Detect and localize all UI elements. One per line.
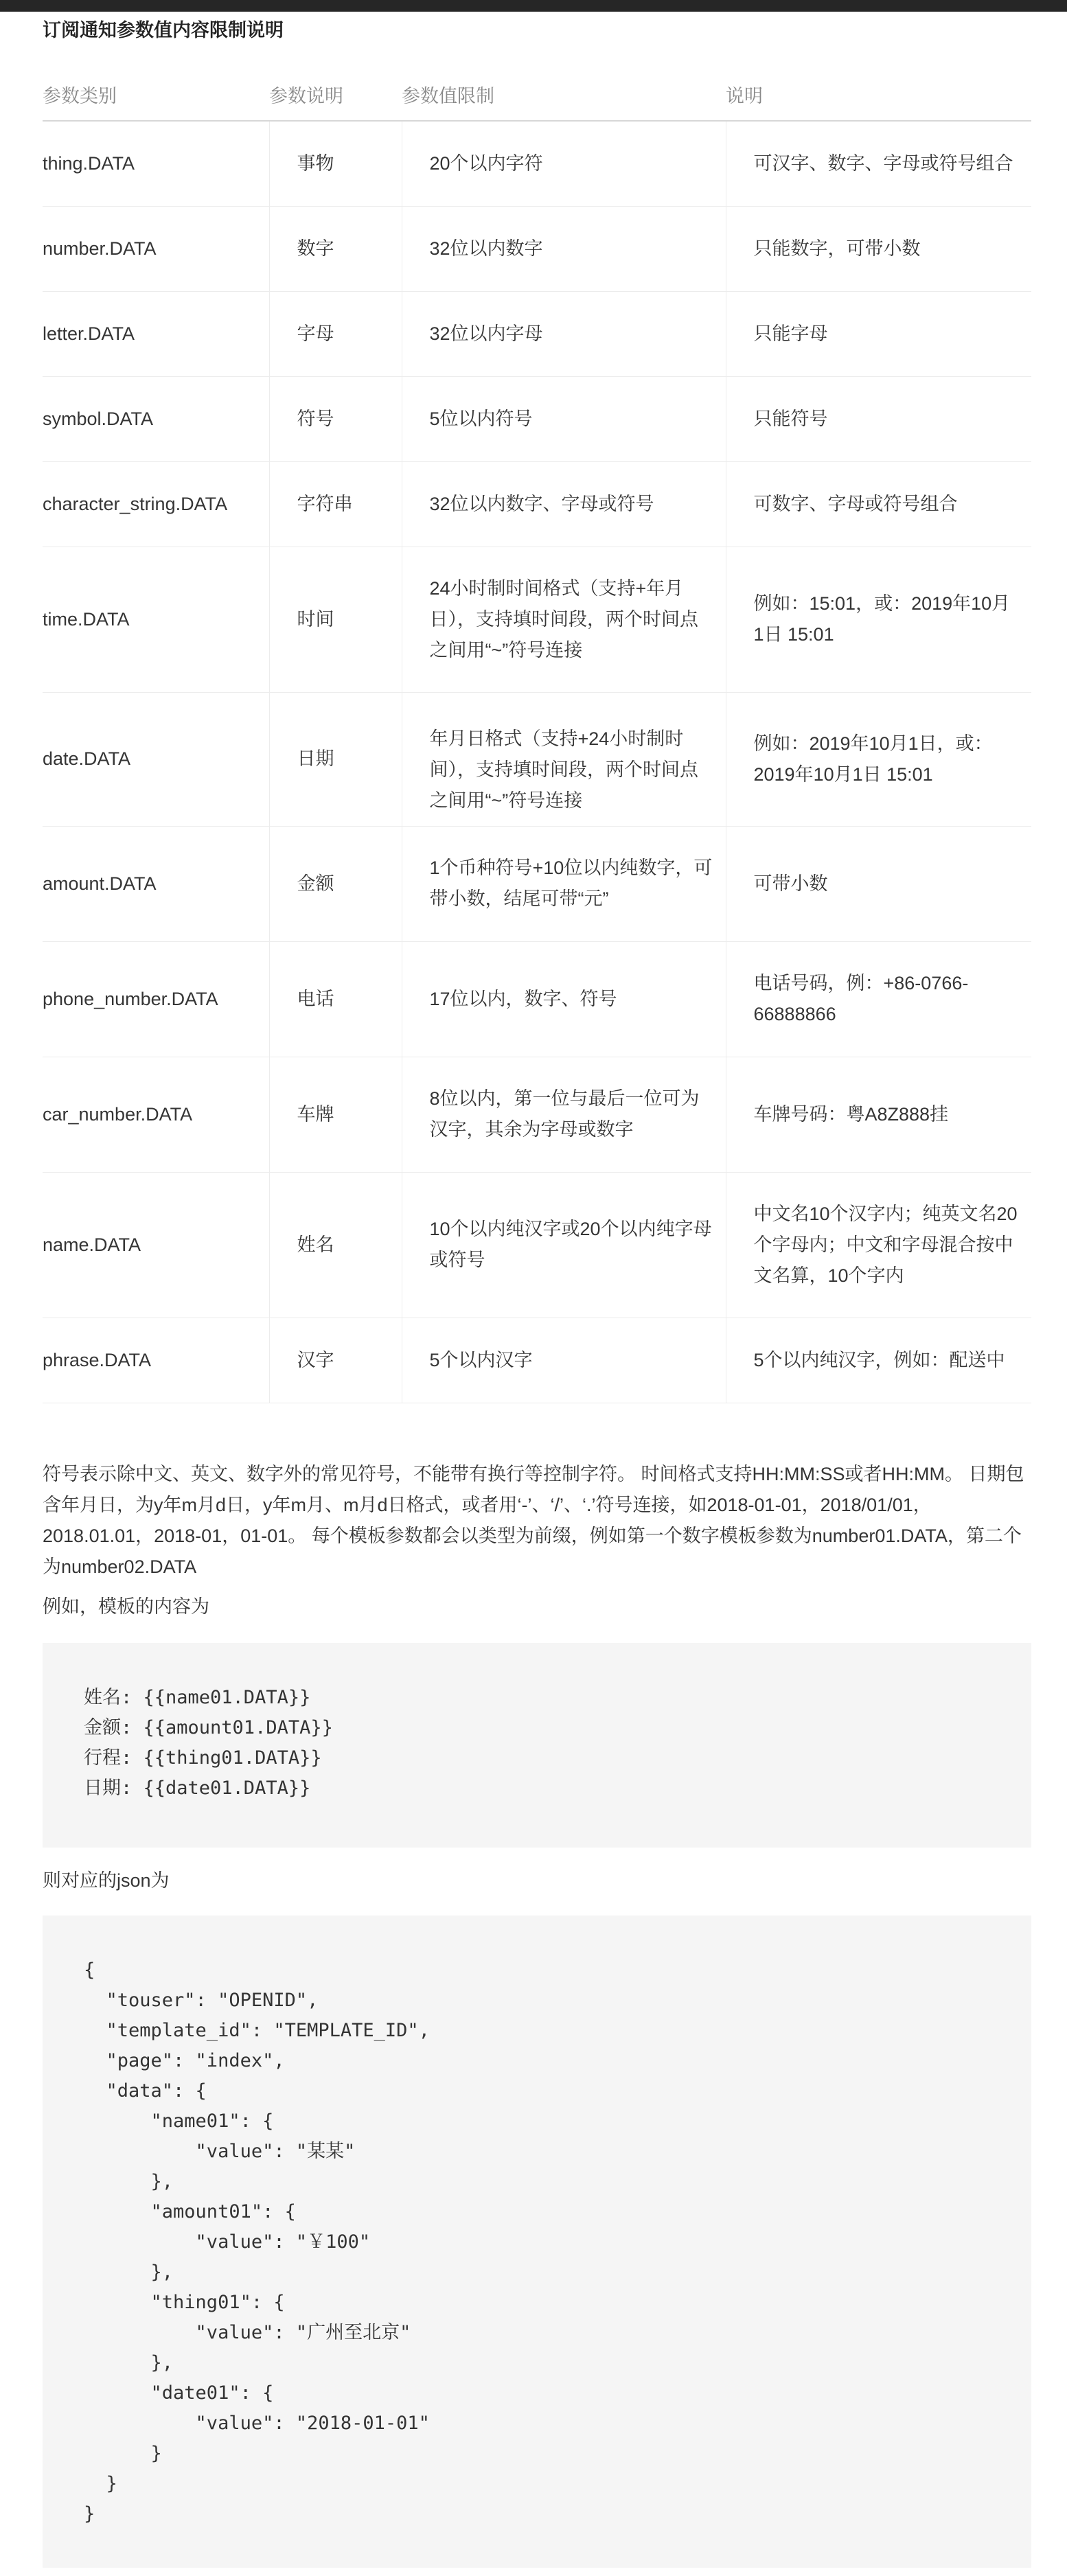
cell-limit: 17位以内，数字、符号 xyxy=(402,941,726,1057)
cell-desc: 事物 xyxy=(269,121,402,206)
cell-type: character_string.DATA xyxy=(43,461,269,547)
cell-limit: 32位以内数字、字母或符号 xyxy=(402,461,726,547)
description-paragraph: 符号表示除中文、英文、数字外的常见符号，不能带有换行等控制字符。 时间格式支持HH:MM:SS或者HH:MM。 日期包含年月日，为y年m月d日，y年m月、m月d日格式，或者用‘-’、‘/’、‘.’符号连接，如2018-01-01，2018/01/01，2018.01.01，2018-01，01-01。 每个模板参数都会以类型为前缀，例如第一个数字模板参数为number01.DATA，第二个为number02.DATA xyxy=(43,1464,1024,1577)
table-row xyxy=(43,206,1031,291)
table-row xyxy=(43,461,1031,547)
header-param-type: 参数类别 xyxy=(43,69,269,121)
cell-desc: 时间 xyxy=(269,547,402,692)
cell-limit: 年月日格式（支持+24小时制时间），支持填时间段，两个时间点之间用“~”符号连接 xyxy=(429,728,698,811)
json-code: { "touser": "OPENID", "template_id": "TEMPLATE_ID", "page": "index", "data": { "name01": { "value": "某某" }, "amount01": { "value": "￥100" }, "thing01": { "value": "广州至北京" }, "date01": { "value": "2018-01-01" } } } xyxy=(84,1959,430,2525)
cell-limit: 24小时制时间格式（支持+年月日），支持填时间段，两个时间点之间用“~”符号连接 xyxy=(402,547,726,692)
table-row xyxy=(43,826,1031,941)
cell-desc: 字母 xyxy=(269,291,402,376)
table-row xyxy=(43,1318,1031,1403)
table-row xyxy=(43,376,1031,461)
template-code: 姓名: {{name01.DATA}} 金额: {{amount01.DATA}} 行程: {{thing01.DATA}} 日期: {{date01.DATA}} xyxy=(84,1687,333,1799)
table-row xyxy=(43,291,1031,376)
cell-desc: 数字 xyxy=(269,206,402,291)
cell-limit: 5位以内符号 xyxy=(402,376,726,461)
cell-type: thing.DATA xyxy=(43,121,269,206)
table-row xyxy=(43,121,1031,206)
cell-note: 例如：15:01，或：2019年10月1日 15:01 xyxy=(726,547,1031,692)
cell-desc: 符号 xyxy=(269,376,402,461)
cell-note: 例如：2019年10月1日，或：2019年10月1日 15:01 xyxy=(726,692,1031,826)
cell-note: 只能字母 xyxy=(726,291,1031,376)
table-row xyxy=(43,547,1031,692)
cell-note: 电话号码，例：+86-0766-66888866 xyxy=(726,941,1031,1057)
cell-limit: 32位以内数字 xyxy=(402,206,726,291)
cell-type: amount.DATA xyxy=(43,826,269,941)
table-row xyxy=(43,1172,1031,1318)
cell-type: symbol.DATA xyxy=(43,376,269,461)
cell-note: 只能数字，可带小数 xyxy=(726,206,1031,291)
cell-type: phrase.DATA xyxy=(43,1318,269,1403)
json-code-block xyxy=(43,1916,1031,2568)
table-row xyxy=(43,1057,1031,1172)
cell-type: phone_number.DATA xyxy=(43,941,269,1057)
cell-desc: 金额 xyxy=(269,826,402,941)
cell-limit: 5个以内汉字 xyxy=(402,1318,726,1403)
top-bar xyxy=(0,0,1067,12)
cell-type: car_number.DATA xyxy=(43,1057,269,1172)
cell-note: 可数字、字母或符号组合 xyxy=(726,461,1031,547)
cell-note: 只能符号 xyxy=(726,376,1031,461)
cell-limit-clipped xyxy=(402,692,726,826)
cell-limit: 20个以内字符 xyxy=(402,121,726,206)
header-param-desc: 参数说明 xyxy=(269,69,402,121)
json-intro: 则对应的json为 xyxy=(43,1870,170,1891)
param-limit-table xyxy=(43,69,1031,1403)
page-title: 订阅通知参数值内容限制说明 xyxy=(43,20,284,41)
cell-type: name.DATA xyxy=(43,1172,269,1318)
table-header-row xyxy=(43,69,1031,121)
header-note: 说明 xyxy=(726,69,1031,121)
cell-type: time.DATA xyxy=(43,547,269,692)
cell-note: 可带小数 xyxy=(726,826,1031,941)
cell-limit: 1个币种符号+10位以内纯数字，可带小数，结尾可带“元” xyxy=(402,826,726,941)
cell-note: 车牌号码：粤A8Z888挂 xyxy=(726,1057,1031,1172)
example-intro: 例如，模板的内容为 xyxy=(43,1596,209,1617)
header-param-limit: 参数值限制 xyxy=(402,69,726,121)
cell-limit: 32位以内字母 xyxy=(402,291,726,376)
cell-desc: 字符串 xyxy=(269,461,402,547)
cell-desc: 姓名 xyxy=(269,1172,402,1318)
cell-limit: 10个以内纯汉字或20个以内纯字母或符号 xyxy=(402,1172,726,1318)
cell-note: 中文名10个汉字内；纯英文名20个字母内；中文和字母混合按中文名算，10个字内 xyxy=(726,1172,1031,1318)
cell-desc: 汉字 xyxy=(269,1318,402,1403)
cell-type: number.DATA xyxy=(43,206,269,291)
cell-type: letter.DATA xyxy=(43,291,269,376)
cell-desc: 日期 xyxy=(269,692,402,826)
table-row xyxy=(43,692,1031,826)
cell-type: date.DATA xyxy=(43,692,269,826)
cell-note: 可汉字、数字、字母或符号组合 xyxy=(726,121,1031,206)
cell-note: 5个以内纯汉字，例如：配送中 xyxy=(726,1318,1031,1403)
cell-desc: 电话 xyxy=(269,941,402,1057)
template-code-block xyxy=(43,1643,1031,1848)
cell-desc: 车牌 xyxy=(269,1057,402,1172)
table-row xyxy=(43,941,1031,1057)
cell-limit: 8位以内，第一位与最后一位可为汉字，其余为字母或数字 xyxy=(402,1057,726,1172)
